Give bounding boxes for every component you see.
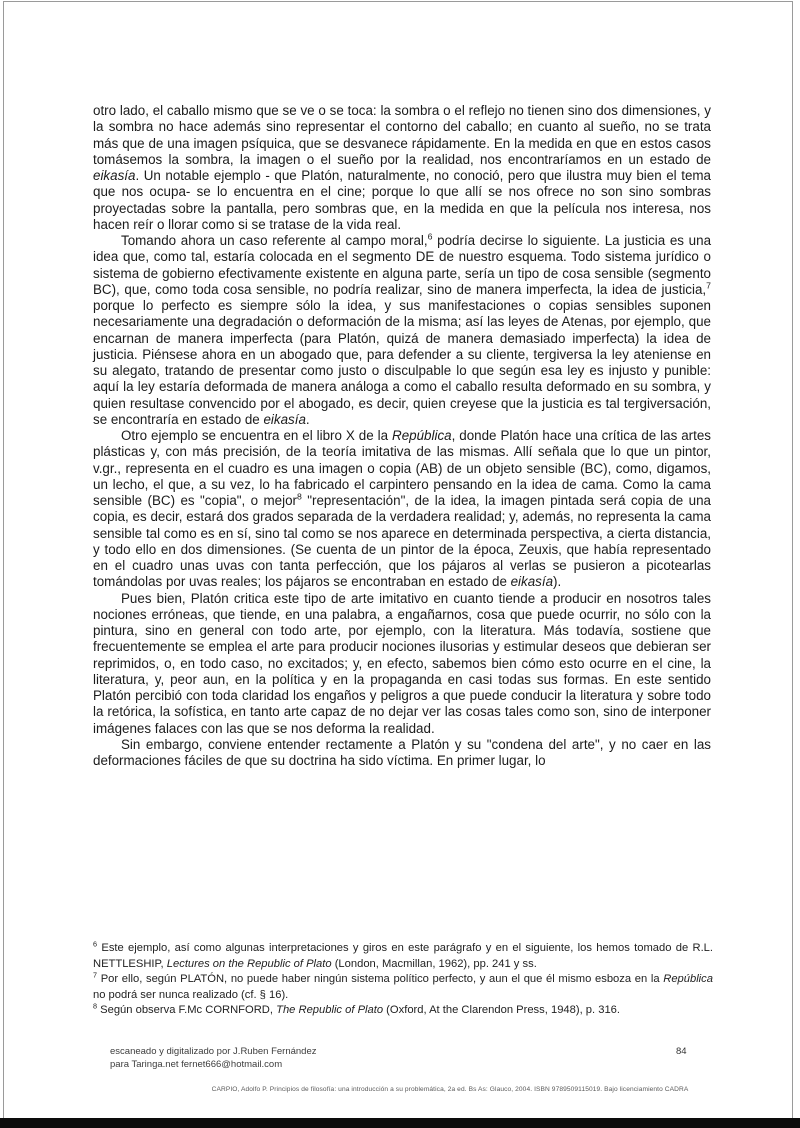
scan-credit [110,1046,317,1071]
text-segment: . Un notable ejemplo - que Platón, naturalmente, no conoció, pero que ilustra muy bien el tema que nos ocupa- se lo encuentra en el cine; porque lo que allí se nos ofrece no son sino sombras proyectadas sobre la pantalla, pero sombras que, en la medida en que la película nos interesa, nos hacen reír o llorar como si se tratase de la vida real. [93,168,711,232]
footnote-7 [93,972,713,1003]
text-segment: eikasía [93,168,136,183]
page-number: 84 [676,1046,687,1057]
paragraph [93,103,711,233]
paragraph [93,591,711,737]
footnote-6 [93,941,713,972]
scan-bottom-bar [0,1118,800,1128]
footnote-ref: 6 [427,231,433,242]
text-segment: . [305,411,310,427]
body-text [93,103,711,769]
footnote-marker: 8 [93,1001,98,1011]
footnote-8 [93,1003,713,1019]
text-segment: Lectures on the Republic of Plato [166,957,332,970]
text-segment: "representación", de la idea, la imagen pintada será copia de una copia, es decir, estará dos grados separada de la verdadera realidad; y, además, no representa la cama sensible tal como es en sí, sino tal como se nos aparece en determinada perspectiva, a cierta distancia, y todo ello en dos dimensiones. (Se cuenta de un pintor de la época, Zeuxis, que había representado en el cuadro unas uvas con tanta perfección, que los pájaros al verlas se pusieron a picotearlas tomándolas por uvas reales; los pájaros se encontraban en estado de [93,493,711,590]
paragraph [93,233,711,428]
text-segment: Sin embargo, conviene entender rectamente a Platón y su "condena del arte", y no caer en las deformaciones fáciles de que su doctrina ha sido víctima. En primer lugar, lo [93,736,711,768]
text-segment: The Republic of Plato [276,1004,384,1017]
footnote-ref: 7 [706,280,711,291]
footnote-marker: 7 [93,970,98,980]
footnote-ref: 8 [296,491,302,502]
text-segment: Por ello, según PLATÓN, no puede haber ningún sistema político perfecto, y aun el que él mismo esboza en la [100,973,664,986]
footnotes [93,941,713,1019]
text-segment: Según observa F.Mc CORNFORD, [100,1004,277,1017]
text-segment: otro lado, el caballo mismo que se ve o se toca: la sombra o el reflejo no tienen sino dos dimensiones, y la sombra no hace además sino representar el contorno del caballo; en cuanto al sueño, no se trata más que de una imagen psíquica, que se desvanece rápidamente. En la medida en que en estos casos tomásemos la sombra, la imagen o el sueño por la realidad, nos encontraríamos en un estado de [93,103,711,167]
text-segment: no podrá ser nunca realizado (cf. § 16). [93,988,289,1001]
text-segment: (Oxford, At the Clarendon Press, 1948), p. 316. [383,1004,621,1017]
text-segment: , donde Platón hace una crítica de las artes plásticas y, con más precisión, de la teoría imitativa de las mismas. Allí señala que lo que un pintor, v.gr., representa en el cuadro es una imagen o copia (AB) de un objeto sensible (BC), como, digamos, un lecho, el que, a su vez, lo ha fabricado el carpintero pensando en la idea de cama. Como la cama sensible (BC) es "copia", o mejor [93,428,712,508]
paragraph [93,428,711,591]
text-segment: Tomando ahora un caso referente al campo moral, [121,233,428,248]
text-segment: podría decirse lo siguiente. La justicia es una idea que, como tal, estaría colocada en el segmento DE de nuestro esquema. Todo sistema jurídico o sistema de gobierno efectivamente existente en alguna parte, sería un tipo de cosa sensible (segmento BC), que, como toda cosa sensible, no podría realizar, sino de manera imperfecta, la idea de justicia, [93,233,712,297]
text-segment: Otro ejemplo se encuentra en el libro X de la [121,428,393,443]
text-segment: República [392,428,452,443]
text-segment: porque lo perfecto es siempre sólo la idea, y sus manifestaciones o copias sensibles suponen necesariamente una degradación o deformación de la misma; así las leyes de Atenas, por ejemplo, que encarnan de manera imperfecta (para Platón, quizá de manera demasiado imperfecta) la idea de justicia. Piénsese ahora en un abogado que, para defender a su cliente, tergiversa la ley ateniense en su alegato, tratando de presentar como justo o disculpable lo que según esa ley es injusto y punible: aquí la ley estaría deformada de manera análoga a como el caballo resulta deformado en su sombra, y quien resultase convencido por el abogado, es decir, quien creyese que la justicia es tal tergiversación, se encontraría en estado de [93,298,711,427]
text-segment: República [663,973,713,986]
text-segment: Pues bien, Platón critica este tipo de arte imitativo en cuanto tiende a producir en nosotros tales nociones erróneas, que tiende, en una palabra, a engañarnos, cosa que puede ocurrir, no sólo con la pintura, sino en general con todo arte, por ejemplo, con la literatura. Más todavía, sostiene que frecuentemente se emplea el arte para producir nociones ilusorias y estimular deseos que debieran ser reprimidos, o, en todo caso, no excitados; y, en efecto, sabemos bien cómo esto ocurre en el cine, la literatura, y, peor aun, en la política y en la propaganda en casi todas sus formas. En este sentido Platón percibió con toda claridad los engaños y peligros a que puede conducir la literatura y sobre todo la retórica, la sofística, en tanto arte capaz de no dejar ver las cosas tales como son, sino de interponer imágenes falaces con las que se nos deforma la realidad. [93,590,711,736]
text-segment: (London, Macmillan, 1962), pp. 241 y ss. [331,957,537,970]
footnote-marker: 6 [93,939,98,949]
text-segment: eikasía [510,574,554,590]
text-segment: eikasía [263,411,306,427]
scan-credit-line-2: para Taringa.net fernet666@hotmail.com [110,1058,283,1070]
text-segment: Este ejemplo, así como algunas interpretaciones y giros en este parágrafo y en el siguiente, los hemos tomado de R.L. NETTLESHIP, [93,942,714,970]
scan-credit-line-1: escaneado y digitalizado por J.Ruben Fernández [110,1046,317,1057]
paragraph [93,737,711,770]
citation-line: CARPIO, Adolfo P. Principios de filosofía: una introducción a su problemática, 2a ed. Bs As: Glauco, 2004. ISBN 9789509115019. Bajo licenciamiento CADRA [211,1086,689,1093]
text-segment: ). [553,574,562,590]
